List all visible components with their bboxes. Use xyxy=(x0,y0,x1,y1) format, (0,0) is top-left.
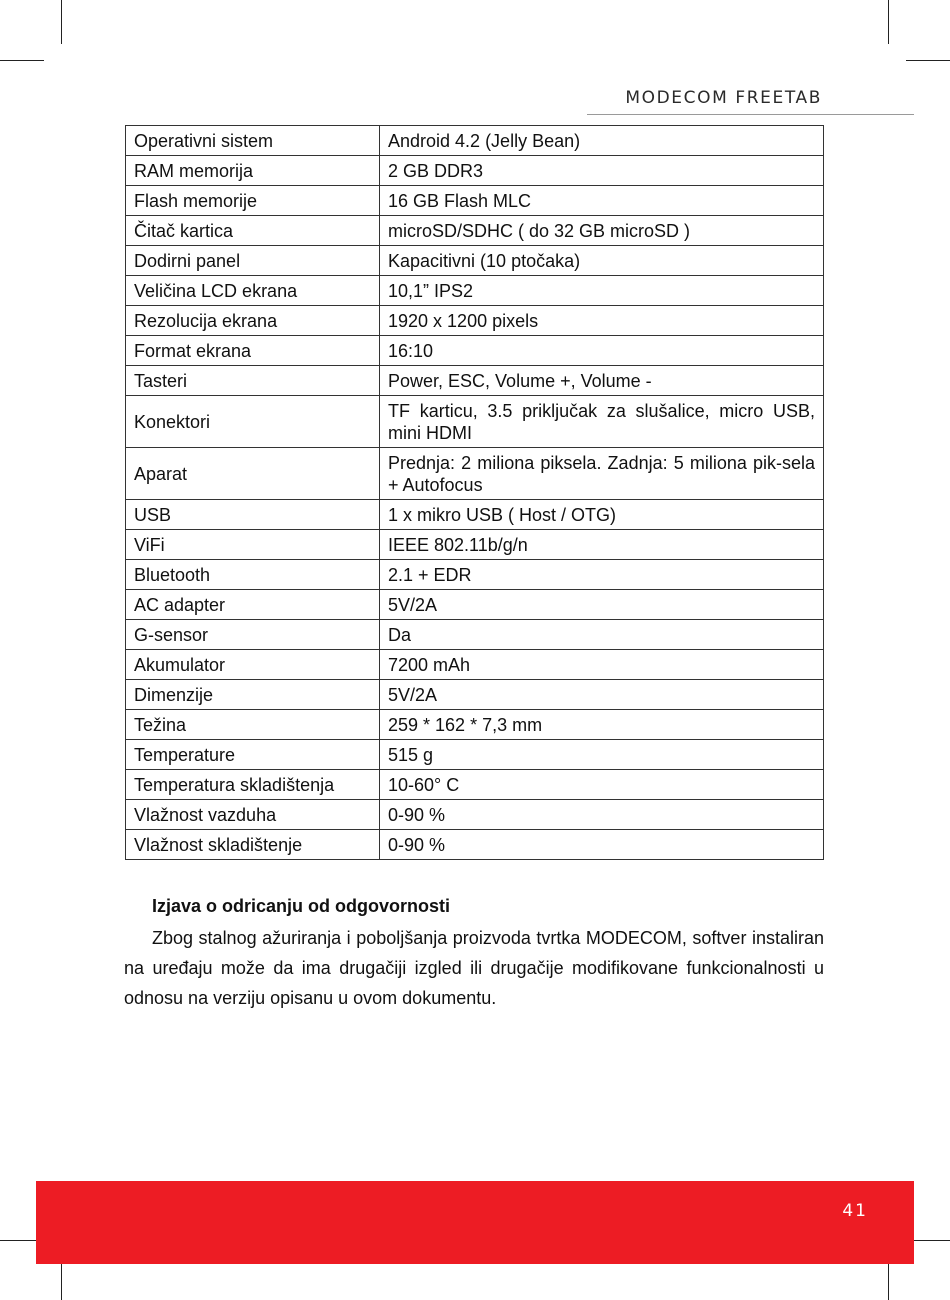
spec-value: 5V/2A xyxy=(380,590,824,620)
table-row xyxy=(126,448,824,500)
page-header-title: MODECOM FREETAB xyxy=(625,88,822,108)
spec-value: 1 x mikro USB ( Host / OTG) xyxy=(380,500,824,530)
table-row xyxy=(126,650,824,680)
table-row xyxy=(126,336,824,366)
table-row xyxy=(126,800,824,830)
spec-label: Konektori xyxy=(126,396,380,448)
table-row xyxy=(126,306,824,336)
spec-value: 2 GB DDR3 xyxy=(380,156,824,186)
spec-label: Težina xyxy=(126,710,380,740)
specifications-table xyxy=(125,125,824,860)
spec-label: Veličina LCD ekrana xyxy=(126,276,380,306)
spec-label: Temperatura skladištenja xyxy=(126,770,380,800)
header-divider xyxy=(587,114,914,115)
table-row xyxy=(126,560,824,590)
spec-value: 10,1” IPS2 xyxy=(380,276,824,306)
spec-label: RAM memorija xyxy=(126,156,380,186)
table-row xyxy=(126,186,824,216)
spec-value: 0-90 % xyxy=(380,830,824,860)
spec-value: Android 4.2 (Jelly Bean) xyxy=(380,126,824,156)
table-row xyxy=(126,246,824,276)
spec-value: 515 g xyxy=(380,740,824,770)
table-row xyxy=(126,156,824,186)
spec-label: AC adapter xyxy=(126,590,380,620)
table-row xyxy=(126,530,824,560)
spec-label: Dimenzije xyxy=(126,680,380,710)
spec-value: Power, ESC, Volume +, Volume - xyxy=(380,366,824,396)
disclaimer-body: Zbog stalnog ažuriranja i poboljšanja proizvoda tvrtka MODECOM, softver instaliran na uređaju može da ima drugačiji izgled ili drugačije modifikovane funkcionalnosti u odnosu na verziju opisanu u ovom dokumentu. xyxy=(124,928,824,1008)
spec-label: Tasteri xyxy=(126,366,380,396)
spec-label: Dodirni panel xyxy=(126,246,380,276)
spec-value: microSD/SDHC ( do 32 GB microSD ) xyxy=(380,216,824,246)
spec-label: Vlažnost vazduha xyxy=(126,800,380,830)
spec-label: Operativni sistem xyxy=(126,126,380,156)
spec-value: 10-60° C xyxy=(380,770,824,800)
spec-label: Čitač kartica xyxy=(126,216,380,246)
disclaimer-heading: Izjava o odricanju od odgovornosti xyxy=(152,896,451,916)
spec-label: Flash memorije xyxy=(126,186,380,216)
spec-value: TF karticu, 3.5 priključak za slušalice, micro USB, mini HDMI xyxy=(380,396,824,448)
crop-mark xyxy=(0,60,44,61)
spec-value: 0-90 % xyxy=(380,800,824,830)
page-number: 41 xyxy=(842,1201,868,1221)
spec-label: USB xyxy=(126,500,380,530)
footer-bar xyxy=(36,1181,914,1264)
spec-label: Temperature xyxy=(126,740,380,770)
spec-value: 2.1 + EDR xyxy=(380,560,824,590)
spec-value: 7200 mAh xyxy=(380,650,824,680)
table-row xyxy=(126,396,824,448)
spec-label: ViFi xyxy=(126,530,380,560)
spec-label: Aparat xyxy=(126,448,380,500)
table-row xyxy=(126,770,824,800)
spec-value: Da xyxy=(380,620,824,650)
spec-value: 16 GB Flash MLC xyxy=(380,186,824,216)
table-row xyxy=(126,740,824,770)
spec-label: G-sensor xyxy=(126,620,380,650)
table-row xyxy=(126,216,824,246)
crop-mark xyxy=(888,0,889,44)
spec-value: 16:10 xyxy=(380,336,824,366)
crop-mark xyxy=(906,60,950,61)
table-row xyxy=(126,680,824,710)
spec-value: Prednja: 2 miliona piksela. Zadnja: 5 miliona pik-sela + Autofocus xyxy=(380,448,824,500)
spec-label: Format ekrana xyxy=(126,336,380,366)
table-row xyxy=(126,366,824,396)
spec-label: Rezolucija ekrana xyxy=(126,306,380,336)
disclaimer-section xyxy=(124,893,824,1013)
spec-value: 5V/2A xyxy=(380,680,824,710)
spec-value: IEEE 802.11b/g/n xyxy=(380,530,824,560)
spec-label: Akumulator xyxy=(126,650,380,680)
table-row xyxy=(126,710,824,740)
spec-value: Kapacitivni (10 ptočaka) xyxy=(380,246,824,276)
spec-label: Bluetooth xyxy=(126,560,380,590)
table-row xyxy=(126,126,824,156)
crop-mark xyxy=(61,0,62,44)
table-row xyxy=(126,276,824,306)
spec-value: 259 * 162 * 7,3 mm xyxy=(380,710,824,740)
table-row xyxy=(126,830,824,860)
table-row xyxy=(126,620,824,650)
spec-label: Vlažnost skladištenje xyxy=(126,830,380,860)
table-row xyxy=(126,590,824,620)
table-row xyxy=(126,500,824,530)
spec-value: 1920 x 1200 pixels xyxy=(380,306,824,336)
